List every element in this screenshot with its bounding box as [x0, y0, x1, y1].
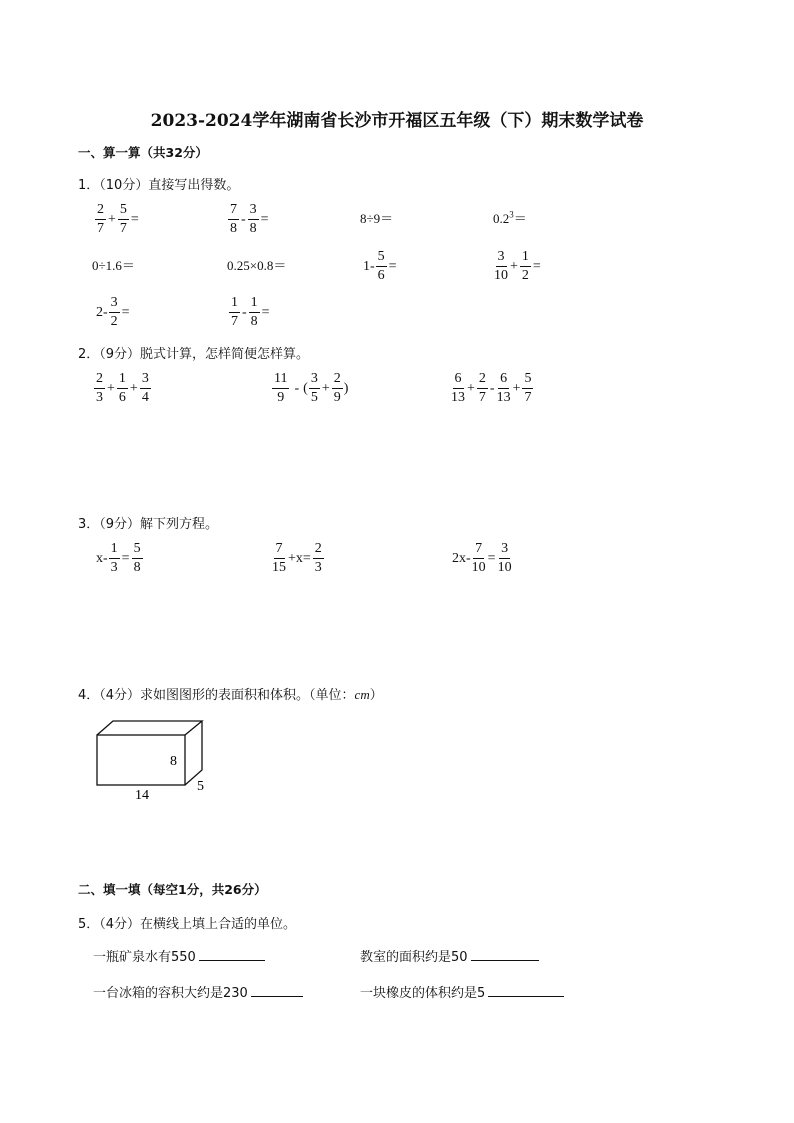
- section-heading: 一、算一算（共32分）: [78, 145, 208, 160]
- q2-expr-2: $\frac{11}{9}$ - ( $\frac{3}{5}$ + $\frac{2}{9}$ ): [274, 371, 349, 405]
- q1-expr-9: 2- $\frac{3}{2}$ =: [96, 295, 130, 329]
- answer-blank[interactable]: [199, 948, 265, 961]
- q1-expr-3: 8÷9＝: [360, 211, 394, 226]
- q1-expr-8: $\frac{3}{10}$ + $\frac{1}{2}$ =: [494, 249, 541, 283]
- q3-equation-3: 2x- $\frac{7}{10}$ = $\frac{3}{10}$: [452, 541, 512, 575]
- page-title: 2023-2024学年湖南省长沙市开福区五年级（下）期末数学试卷: [150, 111, 644, 131]
- height-label: 8: [170, 754, 177, 769]
- q1-expr-2: $\frac{7}{8}$ - $\frac{3}{8}$ =: [230, 202, 269, 236]
- q1-expr-1: $\frac{2}{7}$ + $\frac{5}{7}$ =: [97, 202, 139, 236]
- q5-item-1: 一瓶矿泉水有550: [93, 946, 265, 965]
- q5-item-4: 一块橡皮的体积约是5: [360, 982, 564, 1001]
- q2-expr-1: $\frac{2}{3}$ + $\frac{1}{6}$ + $\frac{3}{4}$: [96, 371, 149, 405]
- question-2-stem: 2．（9分）脱式计算，怎样简便怎样算。: [78, 347, 310, 362]
- section-heading-2: 二、填一填（每空1分，共26分）: [78, 882, 267, 897]
- question-5-stem: 5．（4分）在横线上填上合适的单位。: [78, 917, 297, 932]
- question-3-stem: 3．（9分）解下列方程。: [78, 517, 219, 532]
- length-label: 14: [135, 788, 149, 803]
- question-4-stem: 4．（4分）求如图图形的表面积和体积。（单位：cm）: [78, 687, 383, 703]
- answer-blank[interactable]: [251, 984, 303, 997]
- answer-blank[interactable]: [471, 948, 539, 961]
- q1-expr-6: 0.25×0.8＝: [227, 258, 287, 273]
- q1-expr-4: $0.2^3=$: [493, 209, 527, 226]
- cuboid-top-face: [97, 721, 202, 735]
- q1-expr-10: $\frac{1}{7}$ - $\frac{1}{8}$ =: [231, 295, 270, 329]
- q2-expr-3: $\frac{6}{13}$ + $\frac{2}{7}$ - $\frac{6}{13}$ + $\frac{5}{7}$: [451, 371, 532, 405]
- q5-item-2: 教室的面积约是50: [360, 946, 539, 965]
- cuboid-side-face: [185, 721, 202, 785]
- cuboid-figure: [92, 718, 222, 808]
- q3-equation-1: x- $\frac{1}{3}$ = $\frac{5}{8}$: [96, 541, 141, 575]
- answer-blank[interactable]: [488, 984, 564, 997]
- q1-expr-7: 1- $\frac{5}{6}$ =: [363, 249, 397, 283]
- width-label: 5: [197, 779, 204, 794]
- q1-expr-5: 0÷1.6＝: [92, 258, 135, 273]
- q3-equation-2: $\frac{7}{15}$ +x= $\frac{2}{3}$: [272, 541, 322, 575]
- q5-item-3: 一台冰箱的容积大约是230: [93, 982, 303, 1001]
- question-1-stem: 1．（10分）直接写出得数。: [78, 178, 240, 193]
